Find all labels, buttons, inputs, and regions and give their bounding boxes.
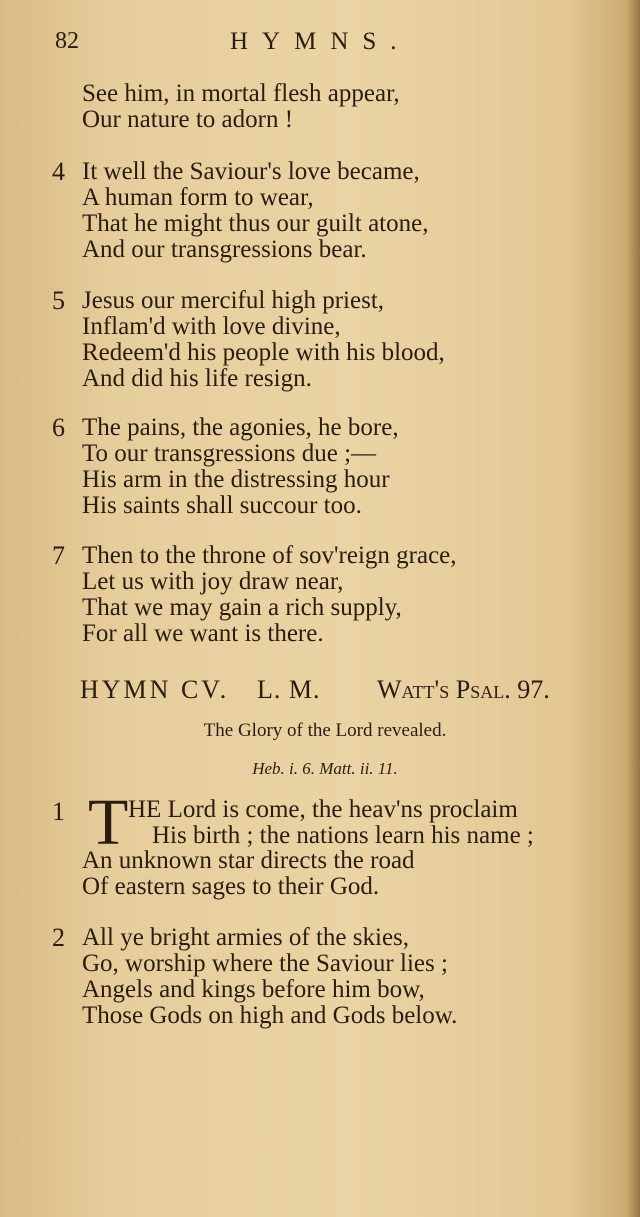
verse-line: Redeem'd his people with his blood, xyxy=(82,339,445,366)
hymn-heading xyxy=(80,675,600,711)
verse-line: Angels and kings before him bow, xyxy=(82,976,425,1003)
scripture-references: Heb. i. 6. Matt. ii. 11. xyxy=(252,759,398,778)
stanza-number: 6 xyxy=(52,413,65,442)
verse-line: That we may gain a rich supply, xyxy=(82,594,402,621)
verse-line: Inflam'd with love divine, xyxy=(82,313,341,340)
verse-line: It well the Saviour's love became, xyxy=(82,158,420,185)
stanza-number: 5 xyxy=(52,286,65,315)
hymn-meter: L. M. xyxy=(257,675,321,704)
verse-line: The pains, the agonies, he bore, xyxy=(82,414,399,441)
verse-line: That he might thus our guilt atone, xyxy=(82,210,429,237)
verse-line: Of eastern sages to their God. xyxy=(82,873,380,900)
hymn-subtitle: The Glory of the Lord revealed. xyxy=(203,720,447,741)
verse-line: Then to the throne of sov'reign grace, xyxy=(82,542,457,569)
verse-line: Those Gods on high and Gods below. xyxy=(82,1002,458,1029)
verse-line: A human form to wear, xyxy=(82,184,314,211)
verse-line: An unknown star directs the road xyxy=(82,847,415,874)
hymn-number: HYMN CV. xyxy=(80,675,230,704)
verse-line: His arm in the distressing hour xyxy=(82,466,390,493)
verse-line: And our transgressions bear. xyxy=(82,236,367,263)
verse-line: All ye bright armies of the skies, xyxy=(82,924,410,951)
running-head: HYMNS. xyxy=(230,28,411,55)
verse-line: Jesus our merciful high priest, xyxy=(82,287,385,314)
verse-line: HE Lord is come, the heav'ns proclaim xyxy=(128,796,518,823)
hymn-source: Watt's Psal. 97. xyxy=(377,675,550,704)
verse-line: Our nature to adorn ! xyxy=(82,106,294,133)
stanza-number: 7 xyxy=(52,541,65,570)
page-number: 82 xyxy=(55,28,79,54)
verse-line: For all we want is there. xyxy=(82,620,324,647)
verse-line: His birth ; the nations learn his name ; xyxy=(152,822,534,849)
verse-line: To our transgressions due ;— xyxy=(82,440,377,467)
verse-line: See him, in mortal flesh appear, xyxy=(82,80,400,107)
stanza-number: 4 xyxy=(52,157,65,186)
verse-line: Go, worship where the Saviour lies ; xyxy=(82,950,448,977)
verse-line: His saints shall succour too. xyxy=(82,492,362,519)
verse-line: And did his life resign. xyxy=(82,365,312,392)
verse-line: Let us with joy draw near, xyxy=(82,568,344,595)
stanza-number: 1 xyxy=(52,797,65,826)
page-edge-shadow xyxy=(626,0,640,1217)
page-header xyxy=(0,28,640,68)
drop-cap: T xyxy=(88,786,129,859)
stanza-number: 2 xyxy=(52,923,65,952)
